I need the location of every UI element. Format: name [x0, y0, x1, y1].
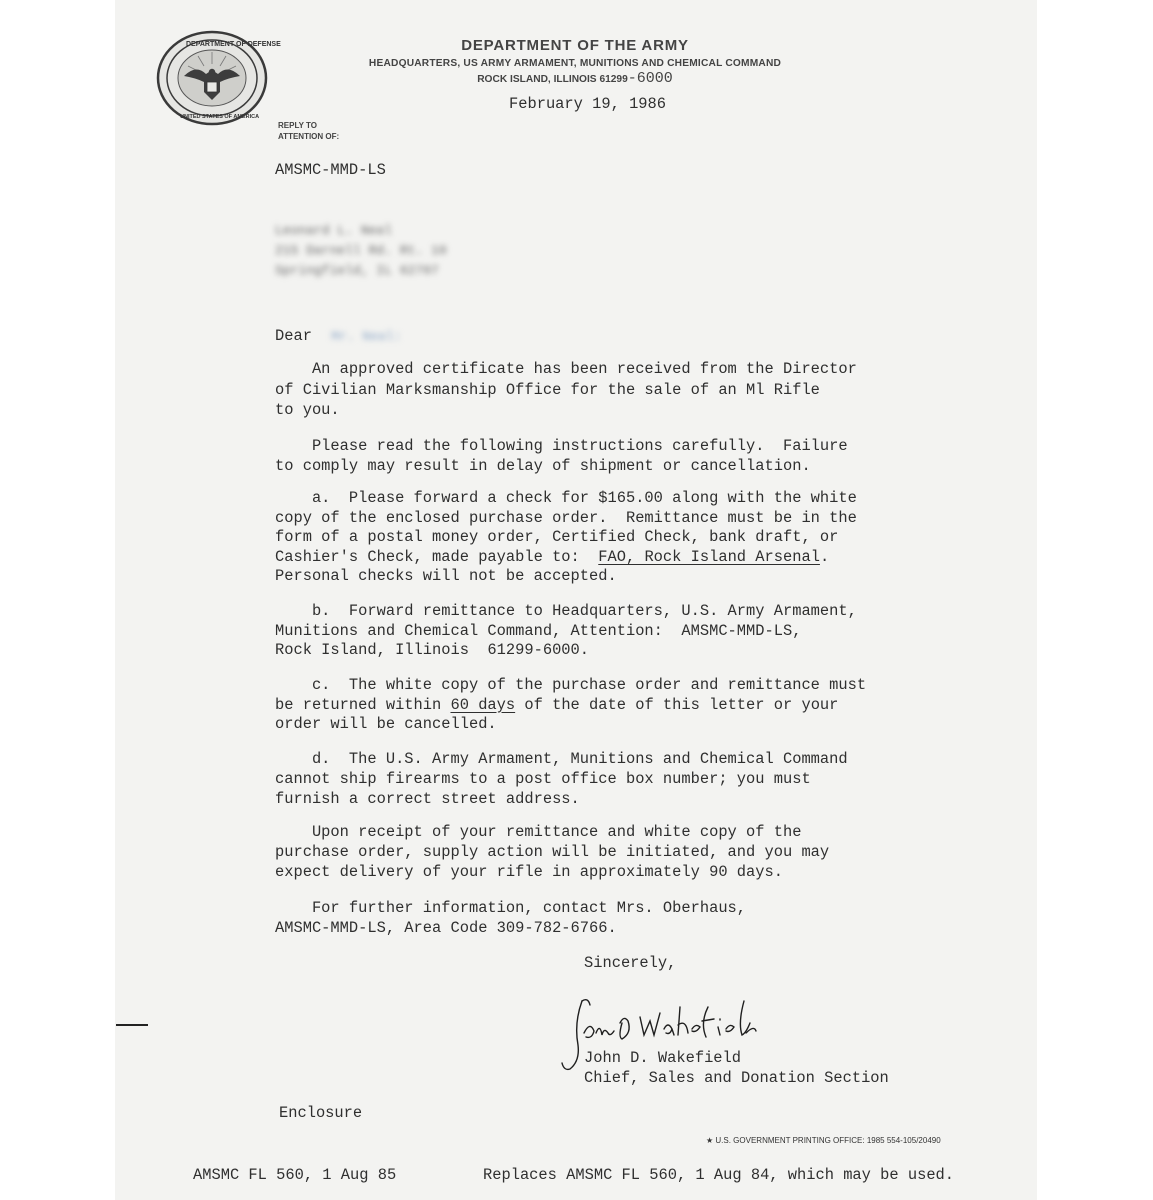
line: An approved certificate has been received from the Director [275, 360, 857, 378]
paragraph-b [275, 602, 857, 661]
department-of-defense-seal [156, 30, 281, 126]
letter-date: February 19, 1986 [509, 95, 667, 113]
salutation-prefix: Dear [275, 327, 312, 345]
line: AMSMC-MMD-LS, Area Code 309-782-6766. [275, 919, 617, 937]
line: to comply may result in delay of shipment or cancellation. [275, 457, 811, 475]
form-number: AMSMC FL 560, 1 Aug 85 [193, 1166, 397, 1184]
line: b. Forward remittance to Headquarters, U.S. Army Armament, [275, 602, 857, 620]
line: copy of the enclosed purchase order. Remittance must be in the [275, 508, 857, 527]
paragraph-2 [275, 436, 848, 476]
redacted-line: 215 Darnell Rd. Rt. 10 [275, 243, 447, 258]
enclosure-label: Enclosure [279, 1104, 363, 1122]
line [275, 696, 866, 716]
reply-to-line2: ATTENTION OF: [278, 132, 340, 141]
line: order will be cancelled. [275, 715, 497, 733]
line: Upon receipt of your remittance and white copy of the [275, 823, 802, 841]
paragraph-3 [275, 822, 829, 882]
line [275, 548, 857, 568]
paragraph-c [275, 676, 866, 735]
redacted-line: Leonard L. Neal [275, 223, 393, 238]
letterhead-hq: HEADQUARTERS, US ARMY ARMAMENT, MUNITIONS AND CHEMICAL COMMAND [368, 58, 782, 69]
line: Munitions and Chemical Command, Attention: AMSMC-MMD-LS, [275, 621, 802, 640]
payee-underlined: FAO, Rock Island Arsenal [598, 547, 820, 566]
deadline-underlined: 60 days [450, 695, 516, 714]
line: to you. [275, 401, 340, 419]
letterhead-zip-suffix: -6000 [627, 70, 673, 87]
line: Please read the following instructions carefully. Failure [275, 437, 848, 455]
text: Cashier's Check, made payable to: [275, 547, 599, 566]
line: expect delivery of your rifle in approximately 90 days. [275, 863, 783, 881]
seal-lettering-top: DEPARTMENT OF DEFENSE [186, 41, 281, 48]
paragraph-d [275, 749, 848, 809]
paragraph-4 [275, 898, 746, 938]
line: furnish a correct street address. [275, 790, 580, 808]
line: c. The white copy of the purchase order and remittance must [275, 676, 867, 694]
closing: Sincerely, [584, 954, 677, 972]
printing-office-note: ★ U.S. GOVERNMENT PRINTING OFFICE: 1985 554-105/20490 [706, 1136, 941, 1145]
reply-to-line1: REPLY TO [278, 121, 317, 130]
paragraph-1 [275, 359, 857, 421]
line: a. Please forward a check for $165.00 along with the white [275, 489, 857, 507]
salutation [275, 327, 401, 345]
line: d. The U.S. Army Armament, Munitions and Chemical Command [275, 750, 848, 768]
redacted-recipient-address [275, 221, 447, 281]
seal-lettering-bottom: UNITED STATES OF AMERICA [180, 114, 260, 120]
signer-title: Chief, Sales and Donation Section [584, 1069, 889, 1087]
letterhead-org: DEPARTMENT OF THE ARMY [461, 37, 689, 54]
line: purchase order, supply action will be initiated, and you may [275, 843, 830, 861]
margin-mark [116, 1024, 148, 1026]
line: Personal checks will not be accepted. [275, 567, 617, 586]
line: of Civilian Marksmanship Office for the sale of an Ml Rifle [275, 380, 820, 399]
form-replaces-note: Replaces AMSMC FL 560, 1 Aug 84, which may be used. [483, 1166, 955, 1184]
line: For further information, contact Mrs. Oberhaus, [275, 899, 747, 917]
paragraph-a [275, 489, 857, 587]
reply-to-label [278, 120, 339, 142]
text: of the date of this letter or your [515, 695, 839, 714]
letterhead-address [350, 70, 800, 87]
line: Rock Island, Illinois 61299-6000. [275, 641, 590, 659]
office-symbol: AMSMC-MMD-LS [275, 161, 386, 179]
text: be returned within [275, 695, 451, 714]
redacted-salutation-name: Mr. Neal: [331, 329, 402, 344]
line: cannot ship firearms to a post office box number; you must [275, 770, 811, 788]
redacted-line: Springfield, IL 62707 [275, 263, 439, 278]
signer-name: John D. Wakefield [584, 1049, 742, 1067]
letterhead-city: ROCK ISLAND, ILLINOIS 61299 [477, 74, 628, 85]
line: form of a postal money order, Certified Check, bank draft, or [275, 528, 839, 547]
text: . [819, 547, 830, 566]
